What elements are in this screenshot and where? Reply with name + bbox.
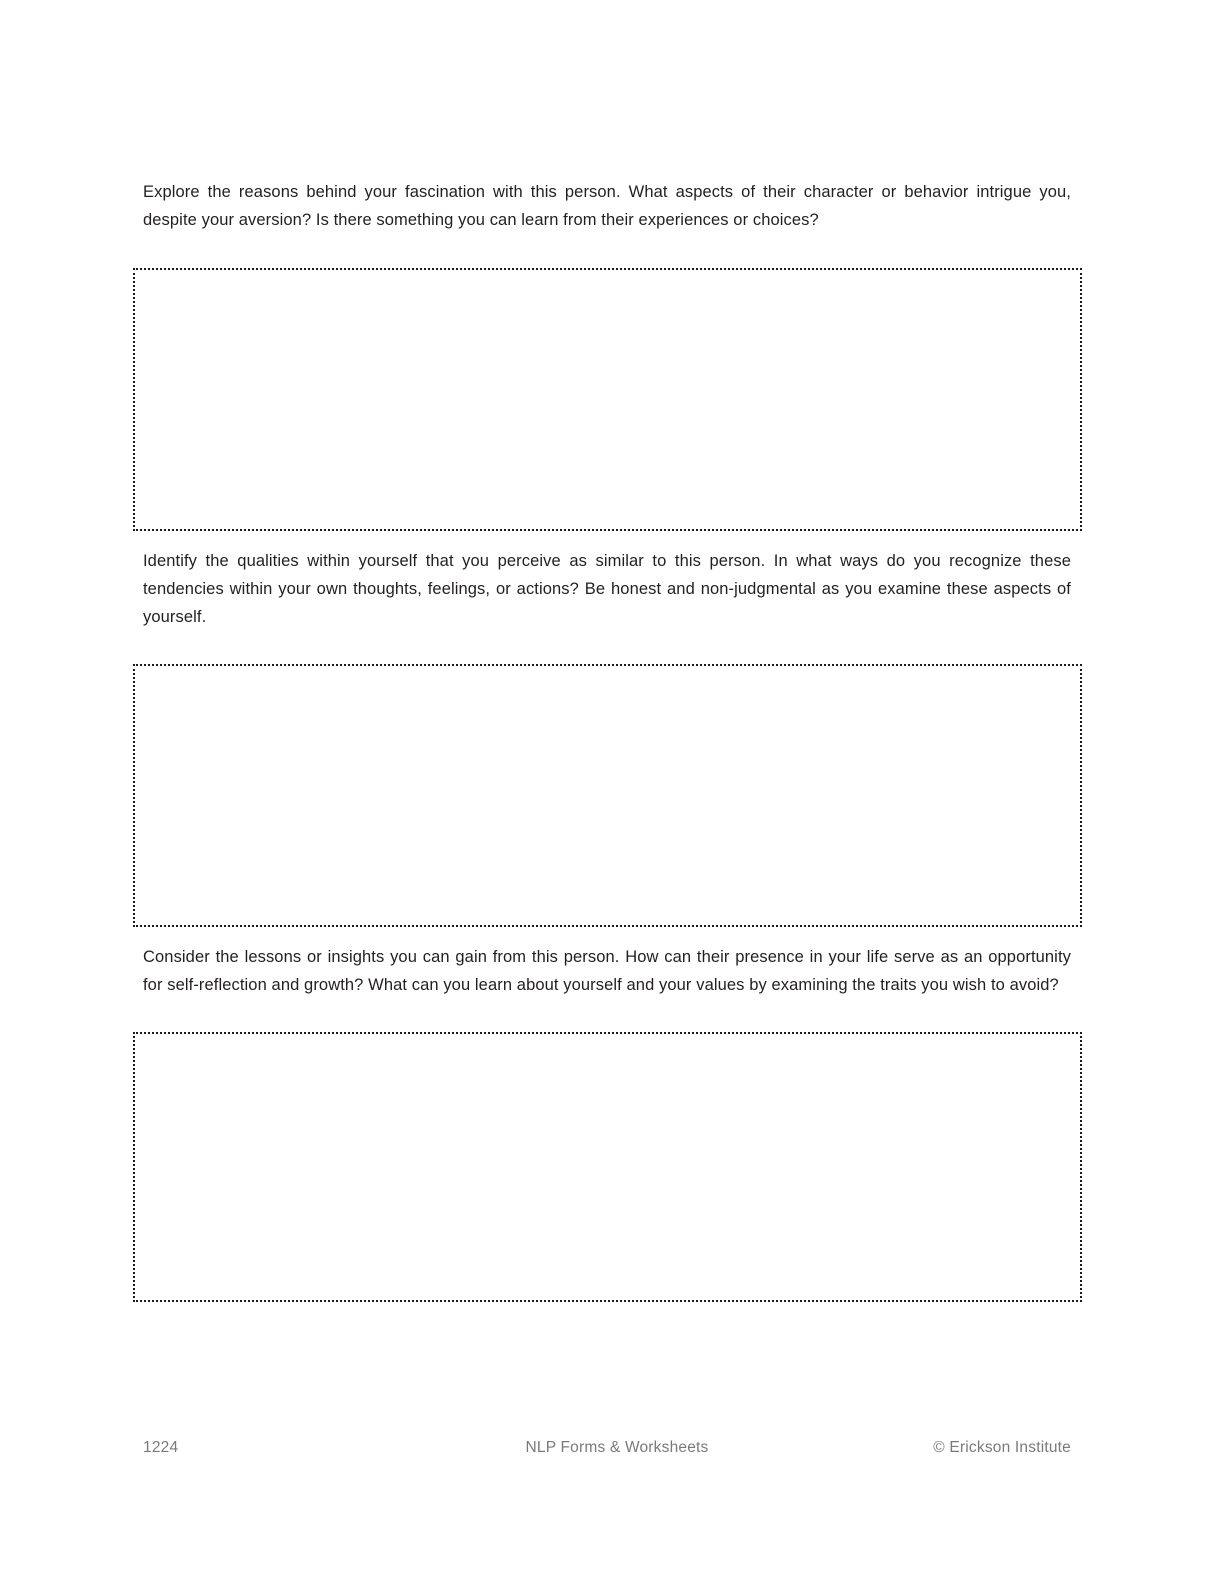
page-footer [143,1436,1071,1460]
footer-title: NLP Forms & Worksheets [525,1439,709,1456]
answer-field-1[interactable] [133,268,1082,531]
prompt-text-1: Explore the reasons behind your fascination with this person. What aspects of their character or behavior intrigue you, despite your aversion? Is there something you can learn from their experiences or choices? [143,183,1071,229]
answer-field-3[interactable] [133,1032,1082,1302]
prompt-text-2: Identify the qualities within yourself that you perceive as similar to this person. In what ways do you recognize these tendencies within your own thoughts, feelings, or actions? Be honest and non-judgmental as you examine these aspects of yourself. [143,552,1071,626]
spacer-2 [143,927,1071,943]
answer-field-2[interactable] [133,664,1082,927]
footer-copyright: © Erickson Institute [933,1439,1071,1456]
footer-page-number: 1224 [143,1439,179,1456]
worksheet-content [143,178,1071,1302]
spacer-1 [143,531,1071,547]
prompt-text-3: Consider the lessons or insights you can gain from this person. How can their presence in your life serve as an opportunity for self-reflection and growth? What can you learn about yourself and your values by examining the traits you wish to avoid? [143,948,1071,994]
